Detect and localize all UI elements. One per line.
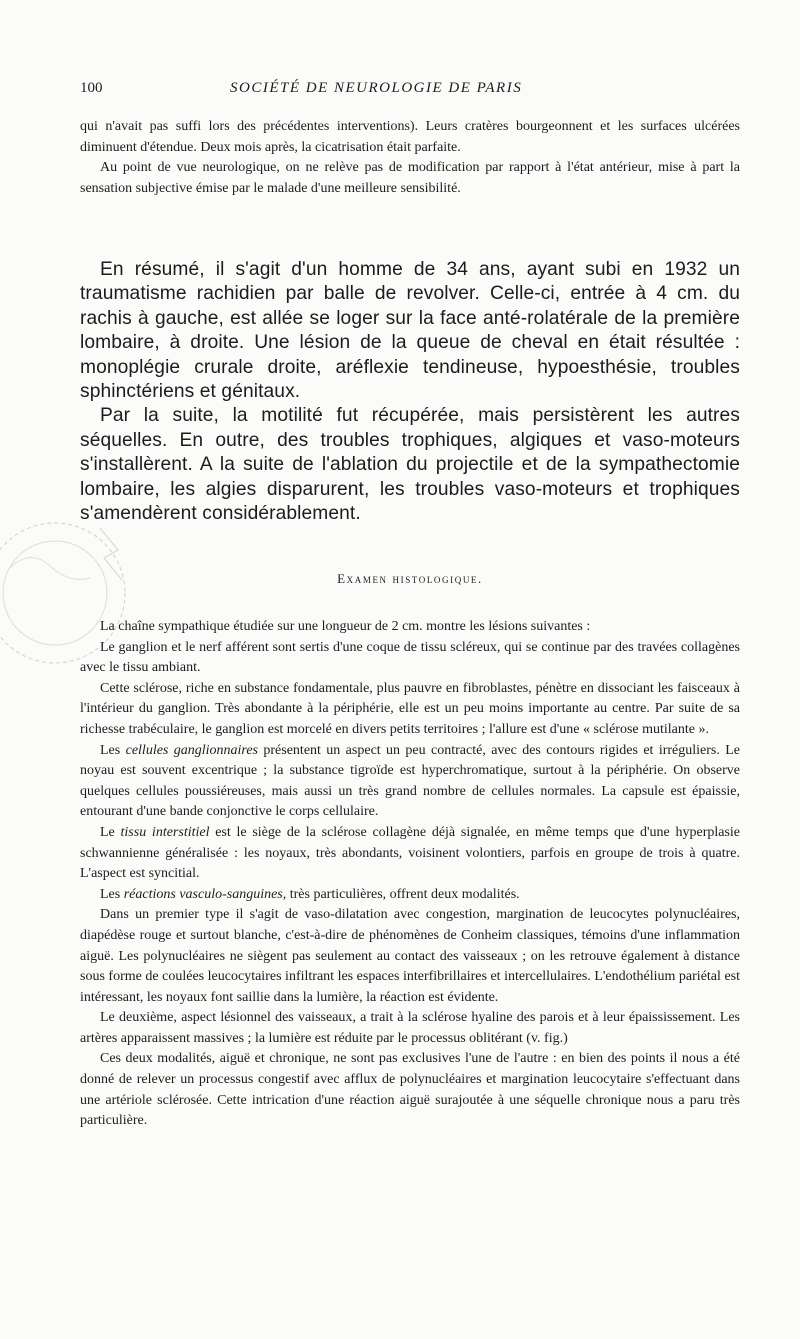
histology-paragraph-9: Ces deux modalités, aiguë et chronique, ne sont pas exclusives l'une de l'autre : en bien des points il nous a été donné de relever un processus congestif avec afflux de polynucléaires et margination leucocytaire s'effectuant dans une artériole sclérosée. Cette intrication d'une réaction aiguë surajoutée à une séquelle chronique nous a paru très particulière. — [80, 1051, 740, 1129]
histology-paragraph-8: Le deuxième, aspect lésionnel des vaisseaux, a trait à la sclérose hyaline des parois et à leur épaississement. Les artères apparaissent massives ; la lumière est réduite par le processus oblitérant (v. fig.) — [80, 1010, 740, 1046]
summary-paragraph-2: Par la suite, la motilité fut récupérée, mais persistèrent les autres séquelles. En outre, des troubles trophiques, algiques et vaso-moteurs s'installèrent. A la suite de l'ablation du projectile et de la sympathectomie lombaire, les algies disparurent, les troubles vaso-moteurs et trophiques s'amendèrent considérablement. — [80, 405, 740, 525]
histology-paragraph-7: Dans un premier type il s'agit de vaso-dilatation avec congestion, margination de leucocytes polynucléaires, diapédèse rouge et surtout blanche, c'est-à-dire de phénomènes de Conheim classiques, témoins d'une inflammation aiguë. Les polynucléaires ne siègent pas seulement au contact des vaisseaux ; on les retrouve également à distance sous forme de coulées leucocytaires infiltrant les espaces interfibrillaires et intercellulaires. L'endothélium pariétal est intéressant, les noyaux font saillie dans la lumière, la réaction est évidente. — [80, 907, 740, 1005]
page-number: 100 — [80, 80, 103, 96]
p6-before: Les — [100, 886, 124, 902]
term-tissu-interstitiel: tissu interstitiel — [120, 824, 210, 840]
page-header — [80, 80, 740, 102]
histology-paragraph-3: Cette sclérose, riche en substance fondamentale, plus pauvre en fibroblastes, pénètre en dissociant les faisceaux à l'intérieur du ganglion. Très abondante à la périphérie, elle est un peu moins importante au centre. Par suite de sa richesse trabéculaire, le ganglion est morcelé en divers petits territoires ; l'allure est d'une « sclérose mutilante ». — [80, 680, 740, 737]
p6-after: très particulières, offrent deux modalités. — [286, 886, 520, 902]
term-reactions-vasculo-sanguines: réactions vasculo-sanguines, — [123, 886, 287, 902]
p4-before: Les — [100, 742, 126, 758]
histology-paragraph-5 — [80, 823, 740, 885]
p5-before: Le — [100, 824, 121, 840]
histology-paragraph-6 — [80, 885, 740, 906]
term-cellules-ganglionnaires: cellules ganglionnaires — [125, 742, 259, 758]
intro-paragraph-2: Au point de vue neurologique, on ne relève pas de modification par rapport à l'état antérieur, mise à part la sensation subjective émise par le malade d'une meilleure sensibilité. — [80, 160, 740, 196]
summary-text — [80, 258, 740, 526]
histology-paragraph-1: La chaîne sympathique étudiée sur une longueur de 2 cm. montre les lésions suivantes : — [100, 619, 591, 634]
histology-text — [80, 617, 740, 1132]
intro-text — [80, 117, 740, 199]
section-title — [80, 571, 740, 587]
running-head: SOCIÉTÉ DE NEUROLOGIE DE PARIS — [230, 80, 523, 96]
summary-paragraph-1: En résumé, il s'agit d'un homme de 34 ans, ayant subi en 1932 un traumatisme rachidien par balle de revolver. Celle-ci, entrée à 4 cm. du rachis à gauche, est allée se loger sur la face anté-rolatérale de la première lombaire, à droite. Une lésion de la queue de cheval en était résultée : monoplégie crurale droite, aréflexie tendineuse, hypoesthésie, troubles sphinctériens et génitaux. — [80, 259, 740, 403]
p5-after: est le siège de la sclérose collagène déjà signalée, en même temps que d'une hyperplasie schwannienne généralisée : les noyaux, très abondants, voisinent volontiers, parfois en groupe de trois à quatre. L'aspect est syncitial. — [80, 824, 741, 882]
histology-paragraph-4 — [80, 741, 740, 823]
histology-paragraph-2: Le ganglion et le nerf afférent sont sertis d'une coque de tissu scléreux, qui se continue par des travées collagènes avec le tissu ambiant. — [80, 639, 740, 676]
intro-paragraph-1: qui n'avait pas suffi lors des précédentes interventions). Leurs cratères bourgeonnent et les surfaces ulcérées diminuent d'étendue. Deux mois après, la cicatrisation était parfaite. — [80, 119, 740, 155]
section-title-text: Examen histologique. — [337, 571, 483, 586]
p4-after: présentent un aspect un peu contracté, avec des contours rigides et irréguliers. Le noyau est souvent excentrique ; la substance tigroïde est hyperchromatique, surtout à la périphérie. On observe quelques cellules poussiéreuses, mais aussi un très grand nombre de cellules normales. La capsule est épaissie, entourant d'une bande conjonctive le corps cellulaire. — [80, 742, 741, 820]
